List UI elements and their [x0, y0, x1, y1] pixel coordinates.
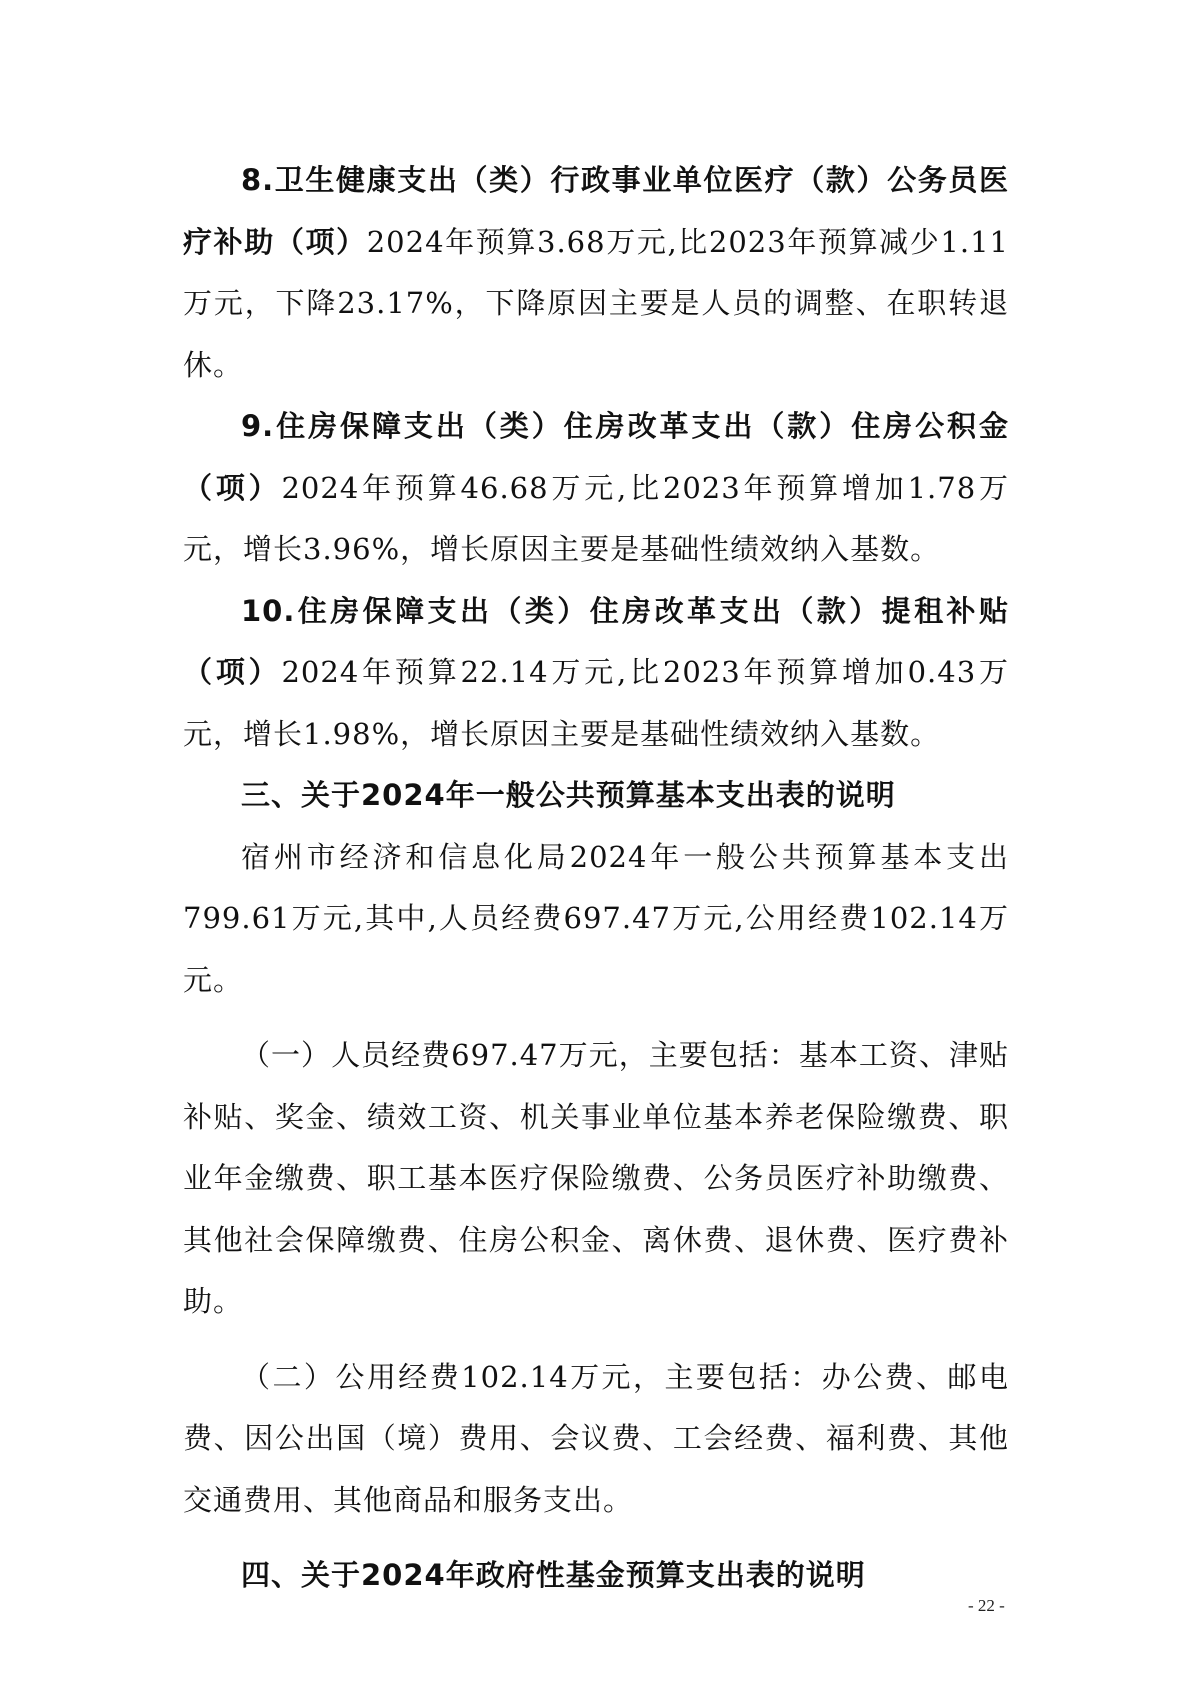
item-8-text: 2024年预算3.68万元,比2023年预算减少1.11万元，下降23.17%，下降原因主要是人员的调整、在职转退休。: [183, 224, 1009, 382]
page-number: - 22 -: [968, 1596, 1005, 1615]
section-4-heading: 四、关于2024年政府性基金预算支出表的说明: [241, 1558, 866, 1592]
item-9-title: 9.住房保障支出（类）住房改革支出（款）住房公积金（项）: [183, 409, 1009, 505]
item-10-paragraph: [183, 581, 1009, 766]
page-content: [183, 150, 1009, 1607]
item-10-title: 10.住房保障支出（类）住房改革支出（款）提租补贴（项）: [183, 593, 1009, 689]
section-3-heading: 三、关于2024年一般公共预算基本支出表的说明: [241, 778, 896, 812]
personnel-expenses-paragraph: （一）人员经费697.47万元，主要包括：基本工资、津贴补贴、奖金、绩效工资、机关事业单位基本养老保险缴费、职业年金缴费、职工基本医疗保险缴费、公务员医疗补助缴费、其他社会保障缴费、住房公积金、离休费、退休费、医疗费补助。: [183, 1038, 1009, 1318]
item-8-paragraph: [183, 150, 1009, 396]
item-9-text: 2024年预算46.68万元,比2023年预算增加1.78万元，增长3.96%，增长原因主要是基础性绩效纳入基数。: [183, 470, 1009, 566]
section-3-intro: 宿州市经济和信息化局2024年一般公共预算基本支出799.61万元,其中,人员经费697.47万元,公用经费102.14万元。: [183, 839, 1009, 997]
public-expenses-paragraph: （二）公用经费102.14万元，主要包括：办公费、邮电费、因公出国（境）费用、会议费、工会经费、福利费、其他交通费用、其他商品和服务支出。: [183, 1359, 1009, 1517]
item-8-title: 8.卫生健康支出（类）行政事业单位医疗（款）公务员医疗补助（项）: [183, 163, 1009, 259]
item-10-text: 2024年预算22.14万元,比2023年预算增加0.43万元，增长1.98%，增长原因主要是基础性绩效纳入基数。: [183, 655, 1009, 751]
item-9-paragraph: [183, 396, 1009, 581]
